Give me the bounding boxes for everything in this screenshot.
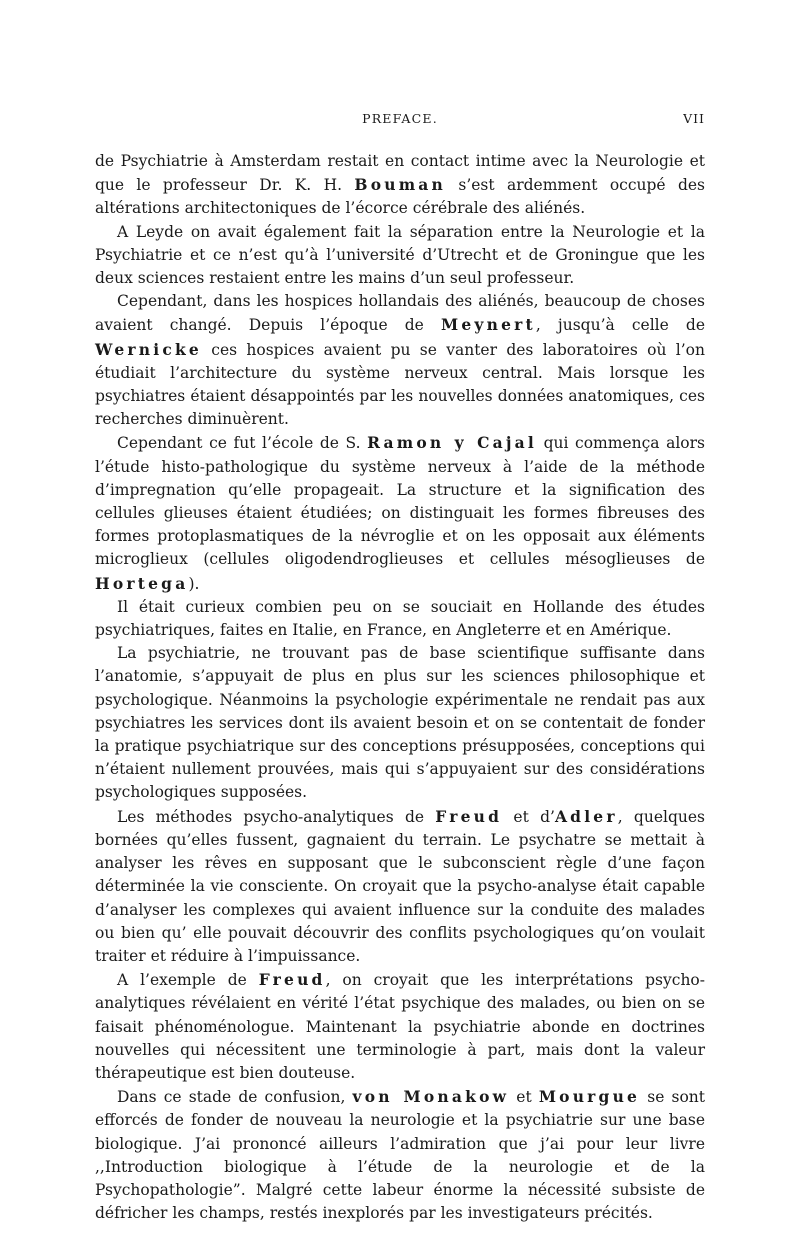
paragraph (95, 290, 705, 431)
text-run: ). (188, 574, 200, 593)
text-run: ces hospices avaient pu se vanter des laboratoires où l’on étudiait l’architecture du système nerveux central. Mais lorsque les psychiatres étaient désappointés par les nouvelles données anatomiques, ces recherches diminuèrent. (95, 340, 705, 429)
spaced-proper-name: Freud (435, 806, 503, 826)
paragraph (95, 1085, 705, 1225)
spaced-proper-name: Adler (554, 806, 618, 826)
running-title: PREFACE. (362, 111, 438, 126)
text-run: , jusqu’à celle de (535, 316, 706, 335)
text-run: s’est ardemment occupé des altérations architectoniques de l’écorce cérébrale des aliénés. (95, 176, 706, 218)
text-run: A l’exemple de (117, 971, 259, 990)
text-run: , quelques bornées qu’elles fussent, gagnaient du terrain. Le psychatre se mettait à analyser les rêves en supposant que le subconscient règle d’une façon déterminée la vie consciente. On croyait que la psycho-analyse était capable d’analyser les complexes qui avaient influence sur la conduite des malades ou bien qu’ elle pouvait découvrir des conflits psychologiques qu’on voulait traiter et réduire à l’impuissance. (95, 807, 705, 965)
text-run: qui commença alors l’étude histo-pathologique du système nerveux à l’aide de la méthode d’impregnation qu’elle propageait. La structure et la signification des cellules glieuses étaient étudiées; on distinguait les formes fibreuses des formes protoplasmatiques de la névroglie et on les opposait aux éléments microglieux (cellules oligodendroglieuses et cellules mésoglieuses de (95, 434, 705, 569)
paragraph (95, 968, 705, 1085)
text-run: A Leyde on avait également fait la séparation entre la Neurologie et la Psychiatrie et ce n’est qu’à l’université d’Utrecht et de Groningue que les deux sciences restaient entre les mains d’un seul professeur. (95, 222, 705, 288)
spaced-proper-name: Wernicke (95, 339, 202, 359)
spaced-proper-name: Meynert (440, 315, 536, 335)
text-run: de Psychiatrie à Amsterdam restait en contact intime avec la Neurologie et que le professeur Dr. K. H. (95, 152, 705, 195)
body-text (95, 150, 705, 1225)
spaced-proper-name: Mourgue (538, 1087, 641, 1107)
paragraph (95, 805, 705, 968)
running-head (95, 111, 705, 133)
spaced-proper-name: Hortega (95, 573, 189, 593)
paragraph (95, 221, 705, 291)
paragraph (95, 431, 705, 595)
text-run: , on croyait que les interprétations psycho-analytiques révélaient en vérité l’état psychique des malades, ou bien on se faisait phénoménologue. Maintenant la psychiatrie abonde en doctrines nouvelles qui nécessitent une terminologie à part, mais dont la valeur thérapeutique est bien douteuse. (95, 971, 705, 1082)
text-run: et d’ (502, 807, 555, 826)
text-run: et (509, 1088, 539, 1107)
text-run: Dans ce stade de confusion, (117, 1088, 353, 1107)
paragraph (95, 150, 705, 221)
spaced-proper-name: von Monakow (352, 1087, 510, 1107)
paragraph (95, 596, 705, 642)
spaced-proper-name: Bouman (354, 175, 447, 195)
text-run: Les méthodes psycho-analytiques de (117, 807, 436, 826)
text-run: Il était curieux combien peu on se souciait en Hollande des études psychiatriques, faites en Italie, en France, en Angleterre et en Amérique. (95, 597, 705, 640)
spaced-proper-name: Ramon y Cajal (367, 433, 537, 453)
text-run: La psychiatrie, ne trouvant pas de base scientifique suffisante dans l’anatomie, s’appuyait de plus en plus sur les sciences philosophique et psychologique. Néanmoins la psychologie expérimentale ne rendait pas aux psychiatres les services dont ils avaient besoin et on se contentait de fonder la pratique psychiatrique sur des conceptions présupposées, conceptions qui n’étaient nullement prouvées, mais qui s’appuyaient sur des considérations psychologiques supposées. (95, 644, 705, 802)
page-number: VII (683, 111, 705, 126)
text-run: se sont efforcés de fonder de nouveau la neurologie et la psychiatrie sur une base biologique. J’ai prononcé ailleurs l’admiration que j’ai pour leur livre ,,Introduction biologique à l’étude de la neurologie et de la Psychopathologie”. Malgré cette labeur énorme la nécessité subsiste de défricher les champs, restés inexplorés par les investigateurs précités. (95, 1088, 705, 1223)
text-run: Cependant, dans les hospices hollandais des aliénés, beaucoup de choses avaient changé. Depuis l’époque de (95, 292, 705, 335)
spaced-proper-name: Freud (258, 970, 326, 990)
text-run: Cependant ce fut l’école de S. (117, 434, 368, 453)
paragraph (95, 642, 705, 804)
